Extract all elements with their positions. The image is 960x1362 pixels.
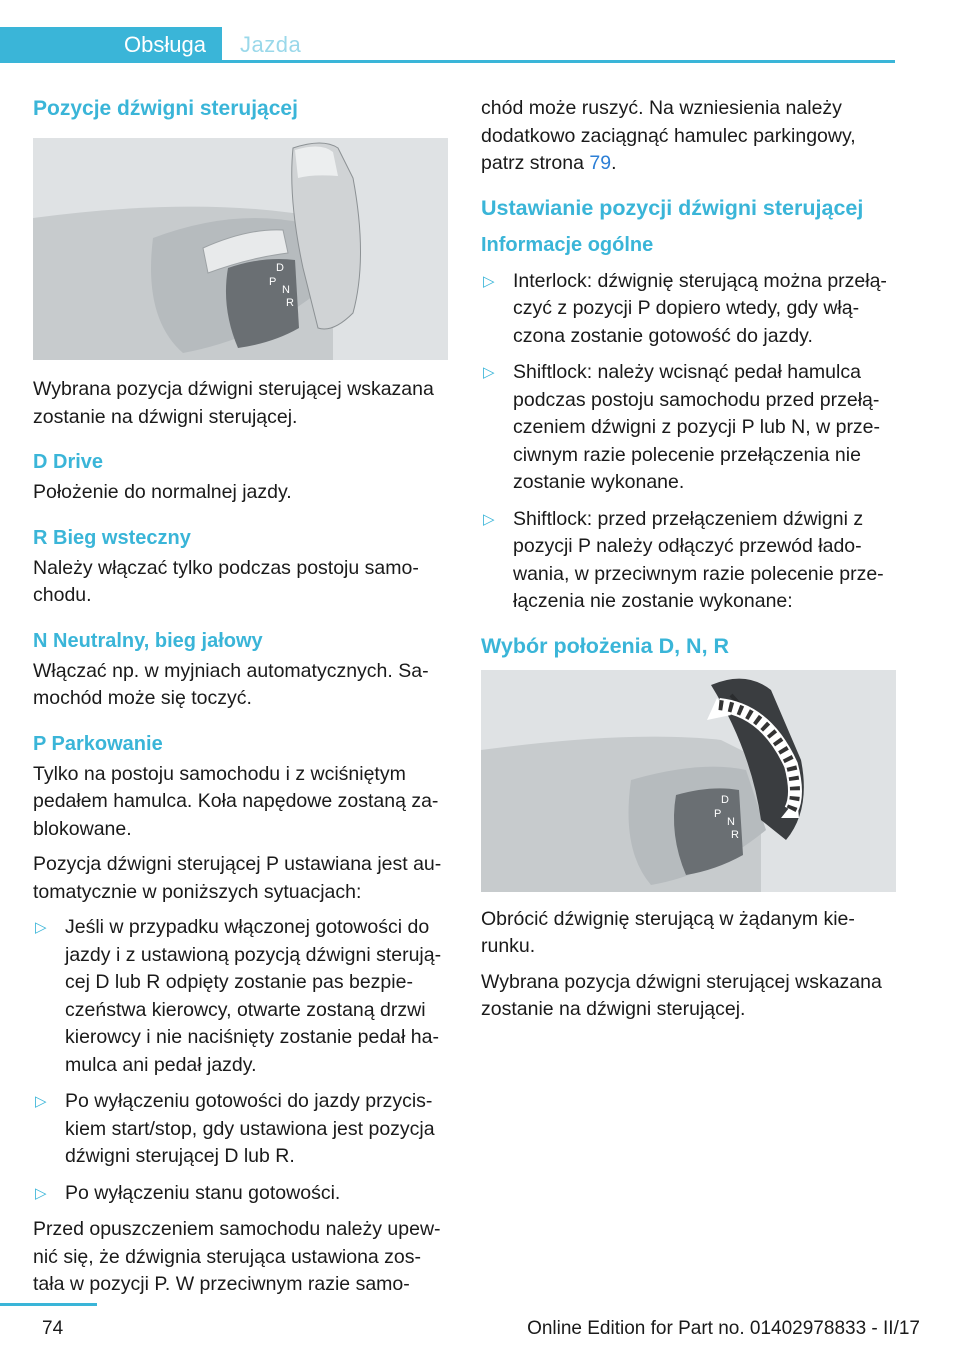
- text-d-drive: Położenie do normalnej jazdy.: [33, 481, 292, 503]
- heading-n-neutral: N Neutralny, bieg jałowy: [33, 629, 263, 652]
- section-title: Pozycje dźwigni sterującej: [33, 97, 298, 120]
- selector-lever-illustration: [33, 138, 448, 360]
- text-n-neutral: Włączać np. w myjniach automatycznych. Sa-mochód może się toczyć.: [33, 659, 429, 709]
- heading-p-park: P Parkowanie: [33, 732, 163, 755]
- setting-title: Ustawianie pozycji dźwigni sterującej: [481, 195, 864, 220]
- page-reference-link[interactable]: 79: [589, 152, 612, 174]
- triangle-bullet-icon: ▷: [483, 272, 495, 290]
- list-item: ▷ Shiftlock: należy wcisnąć pedał hamulca podczas postoju samochodu przed przełą-czeniem dźwigni z pozycji P lub N, w prze-ciwnym razie polecenie przełączenia nie zostanie wykonane.: [483, 361, 881, 493]
- gear-label-r: R: [286, 297, 294, 309]
- gear-label-p: P: [269, 276, 277, 288]
- list-item: ▷ Interlock: dźwignię sterującą można przełą-czyć z pozycji P dopiero wtedy, gdy włą-czona zostanie gotowość do jazdy.: [483, 269, 887, 347]
- gear-label-p: P: [714, 807, 722, 820]
- rotate-instruction: Obrócić dźwignię sterującą w żądanym kie-runku.: [481, 907, 855, 957]
- section-tab-obsluga[interactable]: Obsługa: [0, 27, 222, 63]
- position-display-note: Wybrana pozycja dźwigni sterującej wskazana zostanie na dźwigni sterującej.: [481, 970, 882, 1020]
- heading-d-drive: D Drive: [33, 451, 104, 473]
- triangle-bullet-icon: ▷: [35, 919, 47, 936]
- selector-lever-drawing: [33, 138, 448, 360]
- heading-r-reverse: R Bieg wsteczny: [33, 526, 191, 549]
- gear-label-d: D: [721, 793, 729, 806]
- list-item: ▷ Shiftlock: przed przełączeniem dźwigni z pozycji P należy odłączyć przewód łado-wania, w przeciwnym razie polecenie prze-łączenia nie zostanie wykonane:: [483, 507, 884, 612]
- triangle-bullet-icon: ▷: [483, 364, 495, 381]
- lock-info-list: [481, 268, 896, 616]
- select-position-title: Wybór położenia D, N, R: [481, 633, 730, 658]
- text-p-park: Tylko na postoju samochodu i z wciśniętym pedałem hamulca. Koła napędowe zostaną za-blokowane.: [33, 762, 439, 840]
- list-item: ▷ Jeśli w przypadku włączonej gotowości do jazdy i z ustawioną pozycją dźwigni sterują-cej D lub R odpięty zostanie pas bezpie-czeństwa kierowcy, otwarte zostaną drzwi kierowcy i nie naciśnięty zostanie pedał ha-mulca ani pedał jazdy.: [35, 916, 442, 1076]
- general-info-heading: Informacje ogólne: [481, 233, 654, 256]
- triangle-bullet-icon: ▷: [35, 1184, 47, 1202]
- auto-park-intro: Pozycja dźwigni sterującej P ustawiana jest au-tomatycznie w poniższych sytuacjach:: [33, 853, 442, 903]
- list-item: ▷ Po wyłączeniu gotowości do jazdy przycis-kiem start/stop, gdy ustawiona jest pozycja dźwigni sterującej D lub R.: [35, 1090, 435, 1167]
- list-item: ▷ Po wyłączeniu stanu gotowości.: [33, 1180, 448, 1208]
- edition-info: Online Edition for Part no. 01402978833 - II/17: [527, 1318, 920, 1339]
- auto-park-list: [33, 914, 448, 1207]
- gear-label-n: N: [727, 815, 735, 828]
- text-r-reverse: Należy włączać tylko podczas postoju samo-chodu.: [33, 556, 419, 606]
- section-tab-jazda[interactable]: Jazda: [240, 32, 302, 57]
- left-column: [33, 95, 448, 1307]
- rotate-lever-illustration: [481, 670, 896, 892]
- gear-label-r: R: [731, 828, 739, 841]
- gear-label-d: D: [276, 262, 284, 274]
- triangle-bullet-icon: ▷: [483, 510, 495, 528]
- triangle-bullet-icon: ▷: [35, 1093, 47, 1110]
- footer-rule: [0, 1303, 97, 1306]
- gear-label-n: N: [282, 284, 290, 296]
- caption-text: Wybrana pozycja dźwigni sterującej wskazana zostanie na dźwigni sterującej.: [33, 378, 434, 428]
- header-rule: [0, 60, 895, 63]
- page-number: 74: [42, 1318, 64, 1339]
- continuation-text: chód może ruszyć. Na wzniesienia należy dodatkowo zaciągnąć hamulec parkingowy, patrz strona 79.: [481, 97, 856, 174]
- closing-text: Przed opuszczeniem samochodu należy upew-nić się, że dźwignia sterująca ustawiona zos-tała w pozycji P. W przeciwnym razie samo-: [33, 1218, 441, 1295]
- right-column: [481, 95, 896, 1032]
- rotate-lever-drawing: [481, 670, 896, 892]
